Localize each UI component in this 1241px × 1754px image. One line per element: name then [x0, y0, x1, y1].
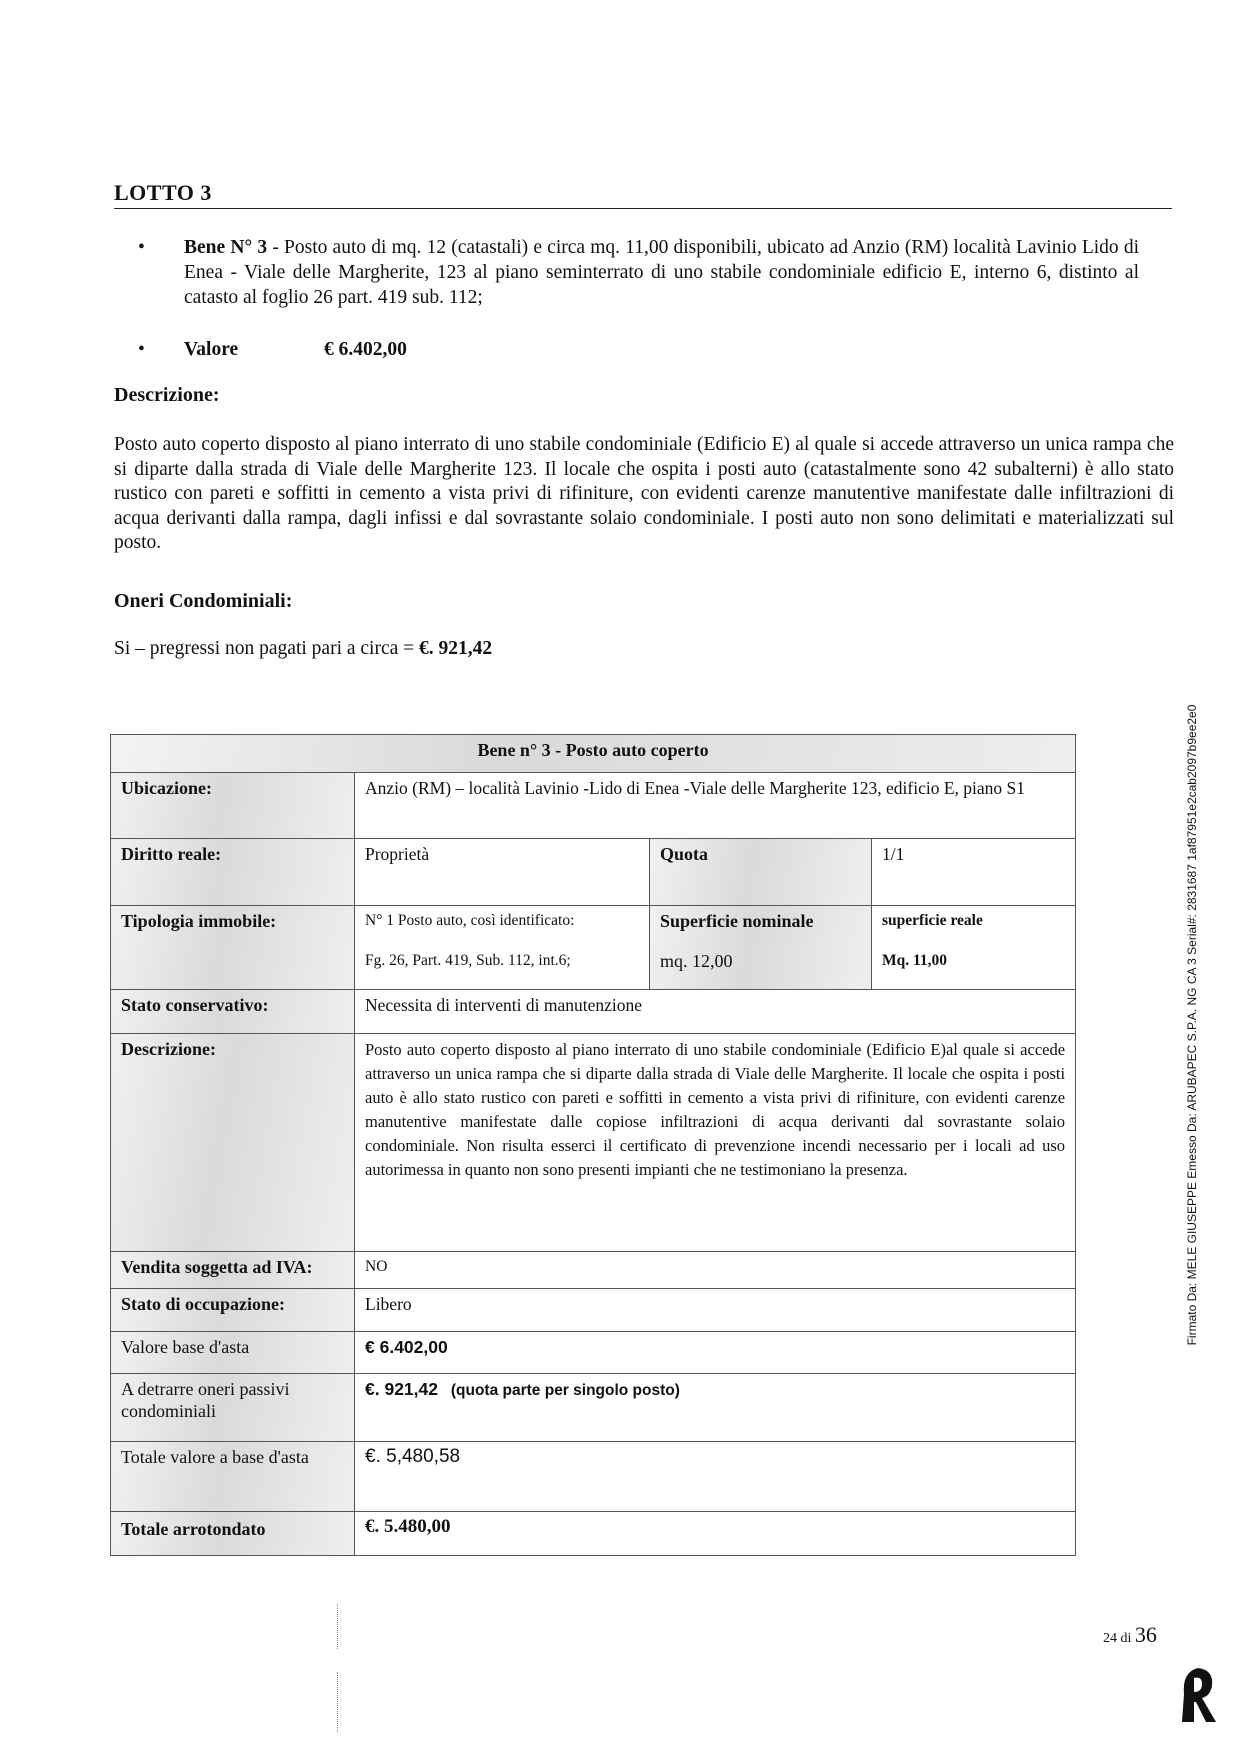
- arrotondato-value: €. 5.480,00: [355, 1512, 1076, 1556]
- totale-value: €. 5,480,58: [355, 1442, 1076, 1512]
- valore-label: Valore: [184, 339, 239, 360]
- oneri-title: Oneri Condominiali:: [114, 590, 293, 612]
- tipologia-line1: N° 1 Posto auto, così identificato:: [365, 912, 575, 929]
- descrizione-title: Descrizione:: [114, 384, 220, 406]
- superficie-reale-label: superficie reale: [882, 912, 983, 929]
- quota-value: 1/1: [872, 839, 1076, 906]
- valore-bullet: [140, 337, 1139, 362]
- occupazione-label: Stato di occupazione:: [111, 1289, 355, 1332]
- ubicazione-label: Ubicazione:: [111, 773, 355, 839]
- valore-amount: € 6.402,00: [324, 339, 407, 360]
- scan-dots: [337, 1672, 338, 1732]
- tipologia-label: Tipologia immobile:: [111, 906, 355, 990]
- superficie-nominale-cell: [650, 906, 872, 990]
- signature-text: Firmato Da: MELE GIUSEPPE Emesso Da: ARUBAPEC S.P.A. NG CA 3 Serial#: 2831687 1af87951e2cab2097b9ee2e0: [1185, 704, 1199, 1346]
- iva-value: NO: [355, 1252, 1076, 1289]
- bene-label: Bene N° 3: [184, 237, 268, 258]
- valore-base-label: Valore base d'asta: [111, 1332, 355, 1374]
- detrarre-value: €. 921,42: [365, 1379, 438, 1399]
- stato-value: Necessita di interventi di manutenzione: [355, 990, 1076, 1034]
- bene-bullet: [140, 235, 1139, 310]
- page-current: 24: [1103, 1631, 1117, 1646]
- valore-base-value: € 6.402,00: [355, 1332, 1076, 1374]
- scan-dots: [337, 1604, 338, 1649]
- superficie-reale-value: Mq. 11,00: [882, 952, 948, 969]
- page-sep: di: [1120, 1631, 1132, 1646]
- detrarre-label: A detrarre oneri passivi condominiali: [111, 1374, 355, 1442]
- table-descrizione-value: Posto auto coperto disposto al piano interrato di uno stabile condominiale (Edificio E)al quale si accede attraverso un unica rampa che si diparte dalla strada di Viale delle Margherite. Il locale che ospita i posti auto è allo stato rustico con pareti e soffitti in cemento a vista privi di rifiniture, con evidenti carenze manutentive manifestate dalle copiose infiltrazioni di acqua derivanti dal sovrastante solaio condominiale. Non risulta esserci il certificato di prevenzione incendi necessario per i locali ad uso autorimessa in quanto non sono presenti impianti che ne testimoniano la presenza.: [355, 1034, 1076, 1252]
- stamp-logo-icon: [1172, 1664, 1222, 1729]
- table-title: Bene n° 3 - Posto auto coperto: [111, 735, 1076, 773]
- lotto-heading: LOTTO 3: [114, 180, 1172, 209]
- tipologia-line2: Fg. 26, Part. 419, Sub. 112, int.6;: [365, 952, 571, 969]
- page-number: [1103, 1622, 1157, 1648]
- bullet-dot-icon: •: [138, 237, 145, 258]
- descrizione-text: Posto auto coperto disposto al piano interrato di uno stabile condominiale (Edificio E) al quale si accede attraverso un unica rampa che si diparte dalla strada di Viale delle Margherite 123. Il locale che ospita i posti auto (catastalmente sono 42 subalterni) è allo stato rustico con pareti e soffitti in cemento a vista privi di rifiniture, con evidenti carenze manutentive manifestate dalle infiltrazioni di acqua derivanti dalla rampa, dagli infissi e dal sovrastante solaio condominiale. I posti auto non sono delimitati e materializzati sul posto.: [114, 434, 1174, 553]
- tipologia-cell: [355, 906, 650, 990]
- superficie-nominale-label: Superficie nominale: [660, 911, 814, 931]
- ubicazione-value: Anzio (RM) – località Lavinio -Lido di Enea -Viale delle Margherite 123, edificio E, piano S1: [355, 773, 1076, 839]
- diritto-value: Proprietà: [355, 839, 650, 906]
- page-total: 36: [1134, 1622, 1157, 1647]
- occupazione-value: Libero: [355, 1289, 1076, 1332]
- stato-label: Stato conservativo:: [111, 990, 355, 1034]
- arrotondato-label: Totale arrotondato: [111, 1512, 355, 1556]
- superficie-reale-cell: [872, 906, 1076, 990]
- table-descrizione-label: Descrizione:: [111, 1034, 355, 1252]
- totale-label: Totale valore a base d'asta: [111, 1442, 355, 1512]
- detrarre-cell: [355, 1374, 1076, 1442]
- bullet-dot-icon: •: [138, 339, 145, 360]
- oneri-line: [114, 637, 1174, 662]
- iva-label: Vendita soggetta ad IVA:: [111, 1252, 355, 1289]
- bene-text: - Posto auto di mq. 12 (catastali) e circa mq. 11,00 disponibili, ubicato ad Anzio (RM) località Lavinio Lido di Enea - Viale delle Margherite, 123 al piano seminterrato di uno stabile condominiale edificio E, interno 6, distinto al catasto al foglio 26 part. 419 sub. 112;: [184, 237, 1139, 308]
- oneri-text: Si – pregressi non pagati pari a circa =: [114, 638, 420, 659]
- quota-label: Quota: [650, 839, 872, 906]
- digital-signature: [1172, 400, 1212, 1650]
- detrarre-note: (quota parte per singolo posto): [450, 1382, 680, 1399]
- summary-table: [110, 734, 1075, 1556]
- diritto-label: Diritto reale:: [111, 839, 355, 906]
- superficie-nominale-value: mq. 12,00: [660, 951, 733, 971]
- oneri-amount: €. 921,42: [419, 638, 493, 659]
